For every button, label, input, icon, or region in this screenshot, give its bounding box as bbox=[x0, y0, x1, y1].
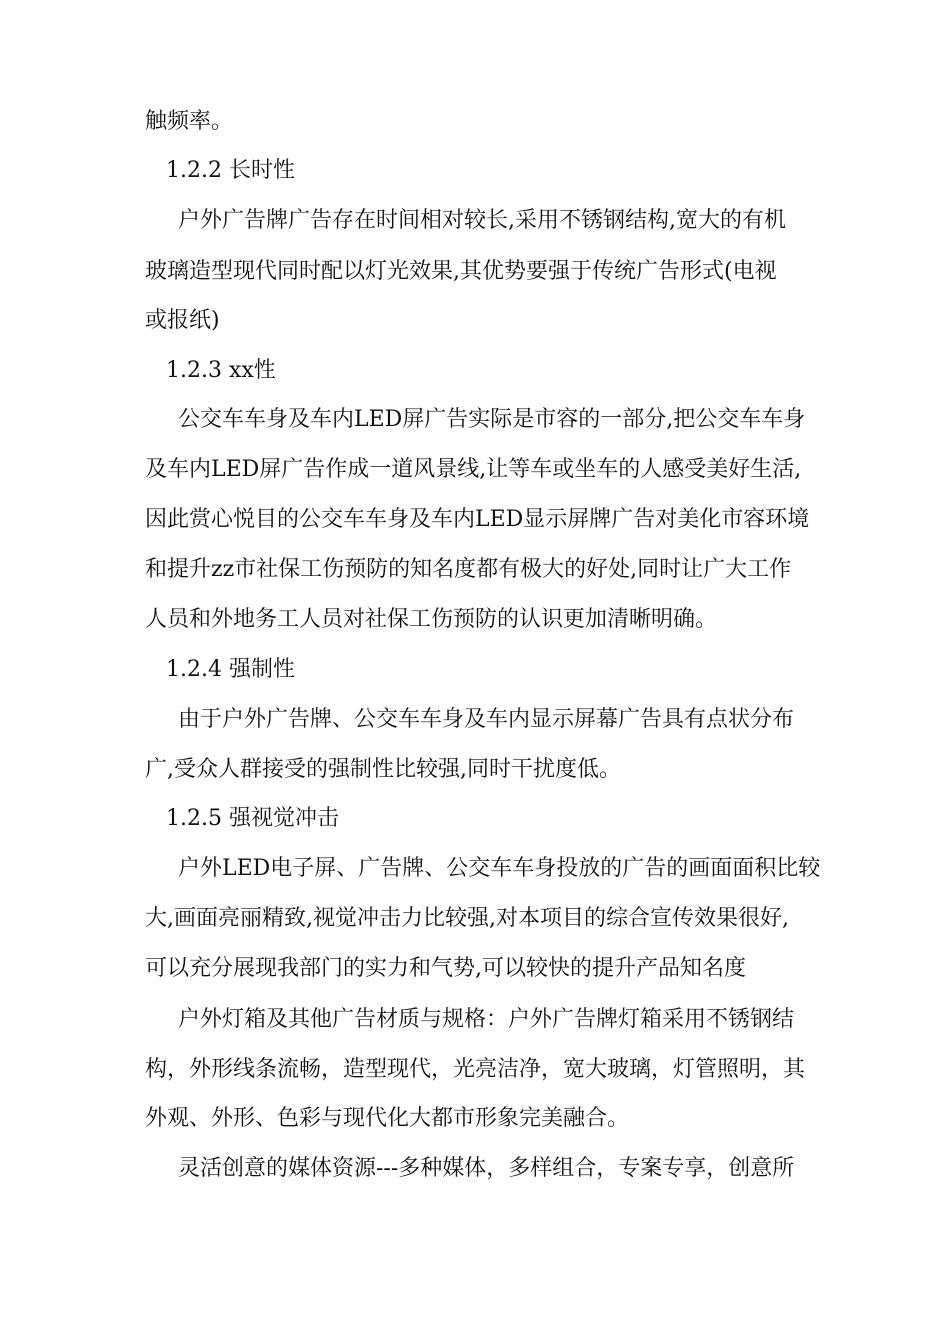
text-line: 户外广告牌广告存在时间相对较长,采用不锈钢结构,宽大的有机 bbox=[178, 208, 786, 233]
section-heading: 1.2.2 长时性 bbox=[166, 158, 295, 183]
text-line: 玻璃造型现代同时配以灯光效果,其优势要强于传统广告形式(电视 bbox=[145, 259, 777, 284]
text-line: 公交车车身及车内LED屏广告实际是市容的一部分,把公交车车身 bbox=[178, 407, 806, 432]
text-line: 灵活创意的媒体资源---多种媒体，多样组合，专案专享，创意所 bbox=[178, 1156, 795, 1181]
text-line: 外观、外形、色彩与现代化大都市形象完美融合。 bbox=[145, 1106, 630, 1131]
text-line: 人员和外地务工人员对社保工伤预防的认识更加清晰明确。 bbox=[145, 607, 718, 632]
text-line: 户外灯箱及其他广告材质与规格：户外广告牌灯箱采用不锈钢结 bbox=[178, 1007, 795, 1032]
text-line: 广,受众人群接受的强制性比较强,同时干扰度低。 bbox=[145, 757, 621, 782]
section-heading: 1.2.4 强制性 bbox=[166, 657, 295, 682]
text-line: 由于户外广告牌、公交车车身及车内显示屏幕广告具有点状分布 bbox=[178, 707, 795, 732]
section-heading: 1.2.3 xx性 bbox=[166, 358, 276, 383]
text-line: 及车内LED屏广告作成一道风景线,让等车或坐车的人感受美好生活, bbox=[145, 457, 802, 482]
text-line: 和提升zz市社保工伤预防的知名度都有极大的好处,同时让广大工作 bbox=[145, 557, 792, 582]
text-line: 因此赏心悦目的公交车车身及车内LED显示屏牌广告对美化市容环境 bbox=[145, 507, 810, 532]
text-line: 构，外形线条流畅，造型现代，光亮洁净，宽大玻璃，灯管照明，其 bbox=[145, 1057, 806, 1082]
text-line: 大,画面亮丽精致,视觉冲击力比较强,对本项目的综合宣传效果很好, bbox=[145, 906, 789, 931]
text-line: 可以充分展现我部门的实力和气势,可以较快的提升产品知名度 bbox=[145, 956, 746, 981]
section-heading: 1.2.5 强视觉冲击 bbox=[166, 806, 339, 831]
text-line: 户外LED电子屏、广告牌、公交车车身投放的广告的画面面积比较 bbox=[178, 856, 821, 881]
text-line: 触频率。 bbox=[145, 109, 234, 134]
text-line: 或报纸) bbox=[145, 308, 220, 333]
